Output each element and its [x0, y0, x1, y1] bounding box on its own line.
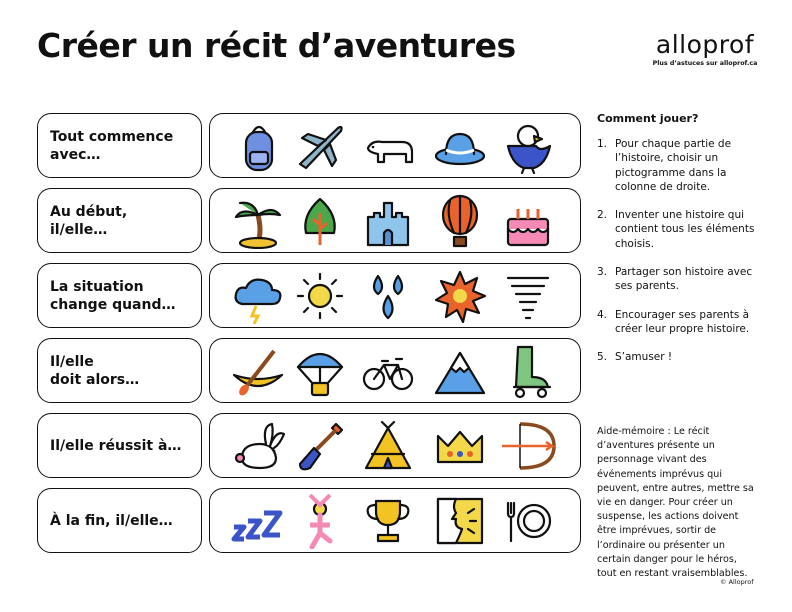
pictogram-choices	[209, 488, 581, 553]
tipi-icon[interactable]	[360, 418, 416, 474]
eagle-icon[interactable]	[500, 118, 556, 174]
crown-icon[interactable]	[432, 418, 488, 474]
polar-bear-icon[interactable]	[360, 118, 416, 174]
person-stretching-icon[interactable]	[292, 493, 348, 549]
how-to-play-steps	[597, 137, 767, 379]
step-number: 5.	[597, 351, 608, 364]
row-label: La situation change quand…	[50, 278, 176, 313]
how-to-play-title: Comment jouer?	[597, 112, 699, 125]
step-number: 2.	[597, 209, 608, 222]
parachute-icon[interactable]	[292, 343, 348, 399]
copyright: © Alloprof	[720, 578, 754, 586]
sun-icon[interactable]	[292, 268, 348, 324]
bicycle-icon[interactable]	[360, 343, 416, 399]
row-label: Il/elle doit alors…	[50, 353, 140, 388]
row-label-box	[37, 113, 202, 178]
tree-icon[interactable]	[292, 193, 348, 249]
row-label-box	[37, 413, 202, 478]
bow-arrow-icon[interactable]	[500, 418, 556, 474]
step-text: S’amuser !	[615, 351, 673, 364]
airplane-icon[interactable]	[292, 118, 348, 174]
step-item	[597, 350, 767, 364]
step-text: Inventer une histoire qui contient tous les éléments choisis.	[615, 209, 755, 250]
row-label-box	[37, 488, 202, 553]
water-drops-icon[interactable]	[360, 268, 416, 324]
logo-tagline: Plus d’astuces sur alloprof.ca	[652, 60, 758, 67]
step-number: 4.	[597, 308, 608, 321]
row-label: Au début, il/elle…	[50, 203, 128, 238]
pictogram-choices	[209, 413, 581, 478]
step-item	[597, 265, 767, 294]
step-text: Partager son histoire avec ses parents.	[615, 266, 753, 293]
step-number: 1.	[597, 138, 608, 150]
canoe-icon[interactable]	[230, 343, 286, 399]
logo-wordmark: alloprof	[655, 30, 755, 59]
hat-icon[interactable]	[432, 118, 488, 174]
step-item	[597, 208, 767, 251]
pictogram-choices	[209, 113, 581, 178]
pictogram-choices	[209, 263, 581, 328]
alloprof-logo[interactable]	[650, 32, 760, 67]
row-label: Tout commence avec…	[50, 128, 174, 163]
story-row	[37, 188, 582, 254]
rabbit-icon[interactable]	[230, 418, 286, 474]
palm-tree-icon[interactable]	[230, 193, 286, 249]
row-label-box	[37, 188, 202, 253]
trophy-icon[interactable]	[360, 493, 416, 549]
memo-text: Aide-mémoire : Le récit d’aventures présente un personnage vivant des événements imprévus qui peuvent, entre autres, mettre sa vie en danger. Pour créer un suspense, les actions doivent être imprévues, sortir de l’ordinaire ou présenter un certain danger pour le héros, tout en restant vraisemblables.	[597, 426, 754, 580]
tornado-icon[interactable]	[500, 268, 556, 324]
plate-cutlery-icon[interactable]	[500, 493, 556, 549]
step-item	[597, 308, 767, 337]
face-profile-icon[interactable]	[432, 493, 488, 549]
story-row	[37, 263, 582, 329]
explosion-icon[interactable]	[432, 268, 488, 324]
pictogram-choices	[209, 188, 581, 253]
page-title: Créer un récit d’aventures	[37, 26, 516, 65]
birthday-cake-icon[interactable]	[500, 193, 556, 249]
story-row	[37, 488, 582, 554]
step-number: 3.	[597, 266, 608, 279]
mountain-icon[interactable]	[432, 343, 488, 399]
row-label: À la fin, il/elle…	[50, 512, 173, 529]
hot-air-balloon-icon[interactable]	[432, 193, 488, 249]
storm-cloud-icon[interactable]	[230, 268, 286, 324]
backpack-icon[interactable]	[230, 118, 286, 174]
zzz-icon[interactable]	[230, 493, 286, 549]
story-row	[37, 413, 582, 479]
shovel-icon[interactable]	[292, 418, 348, 474]
row-label: Il/elle réussit à…	[50, 437, 182, 454]
step-text: Pour chaque partie de l’histoire, choisir un pictogramme dans la colonne de droite.	[615, 138, 732, 193]
story-row	[37, 113, 582, 179]
row-label-box	[37, 338, 202, 403]
pictogram-choices	[209, 338, 581, 403]
step-item	[597, 137, 767, 194]
story-row	[37, 338, 582, 404]
roller-skate-icon[interactable]	[500, 343, 556, 399]
step-text: Encourager ses parents à créer leur propre histoire.	[615, 308, 750, 335]
row-label-box	[37, 263, 202, 328]
castle-icon[interactable]	[360, 193, 416, 249]
